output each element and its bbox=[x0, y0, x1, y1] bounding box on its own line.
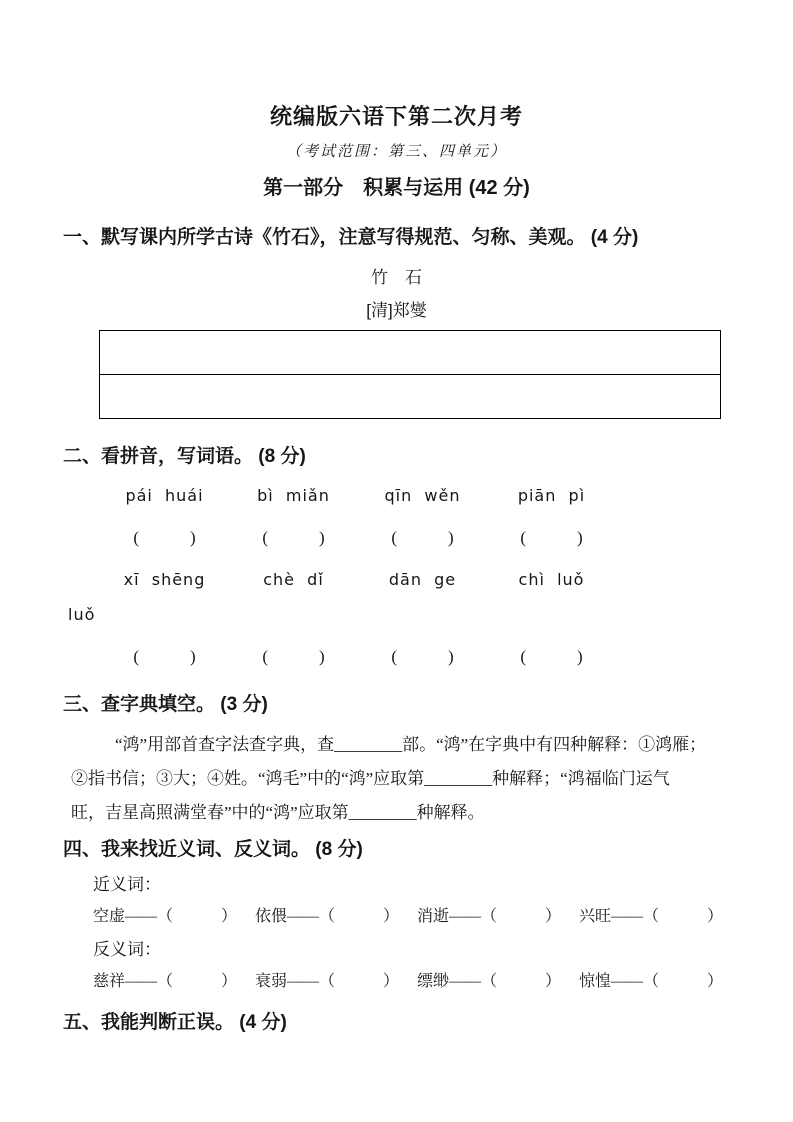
poem-answer-line-1[interactable] bbox=[100, 331, 721, 375]
pinyin-word-bi-mian: bì miǎn bbox=[257, 486, 330, 505]
synonym-item-yiwei[interactable]: 依偎——（ ） bbox=[255, 908, 400, 925]
poem-answer-line-2[interactable] bbox=[100, 375, 721, 419]
pinyin-word-che-di: chè dǐ bbox=[263, 570, 324, 589]
pinyin-word-pian-pi: piān pì bbox=[517, 486, 586, 505]
pinyin-row-1 bbox=[100, 486, 616, 505]
synonym-item-kongxu[interactable]: 空虚——（ ） bbox=[93, 908, 238, 925]
antonym-item-piaomiao[interactable]: 缥缈——（ ） bbox=[417, 973, 562, 990]
word-answer-blank-8[interactable]: ( ) bbox=[520, 647, 583, 666]
paragraph-line-1: “鸿”用部首查字法查字典，查________部。“鸿”在字典中有四种解释：①鸿雁； bbox=[115, 735, 707, 754]
antonyms-row bbox=[93, 968, 730, 991]
question-1-heading: 一、默写课内所学古诗《竹石》，注意写得规范、匀称、美观。 (4 分) bbox=[63, 227, 639, 248]
page-title: 统编版六语下第二次月考 bbox=[269, 104, 523, 129]
word-answer-blank-4[interactable]: ( ) bbox=[520, 528, 583, 547]
word-answer-blank-3[interactable]: ( ) bbox=[391, 528, 454, 547]
poem-title: 竹 石 bbox=[371, 268, 422, 287]
pinyin-wrapped-syllable-luo: luǒ bbox=[68, 605, 96, 624]
pinyin-word-pai-huai: pái huái bbox=[125, 486, 204, 505]
pinyin-word-xi-sheng: xī shēng bbox=[123, 570, 206, 589]
word-answer-blank-7[interactable]: ( ) bbox=[391, 647, 454, 666]
pinyin-word-dan-ge: dān ge bbox=[388, 570, 457, 589]
pinyin-word-chi-luo: chì luǒ bbox=[518, 570, 585, 589]
part-one-header: 第一部分 积累与运用 (42 分) bbox=[263, 177, 530, 199]
poem-author: [清]郑燮 bbox=[366, 301, 427, 320]
question-2-heading: 二、看拼音，写词语。 (8 分) bbox=[63, 446, 306, 467]
word-answer-blank-1[interactable]: ( ) bbox=[133, 528, 196, 547]
word-answer-blank-2[interactable]: ( ) bbox=[262, 528, 325, 547]
exam-scope-subtitle: （考试范围：第三、四单元） bbox=[285, 144, 507, 160]
word-answer-blank-5[interactable]: ( ) bbox=[133, 647, 196, 666]
antonym-item-jinghuang[interactable]: 惊惶——（ ） bbox=[579, 973, 724, 990]
synonyms-row bbox=[93, 903, 730, 926]
pinyin-row-2 bbox=[100, 570, 616, 589]
poem-answer-box bbox=[99, 330, 721, 419]
word-blanks-row-1 bbox=[100, 523, 616, 548]
pinyin-word-qin-wen: qīn wěn bbox=[384, 486, 461, 505]
question-3-heading: 三、查字典填空。 (3 分) bbox=[63, 694, 268, 715]
dictionary-exercise-paragraph bbox=[71, 728, 730, 830]
antonym-item-cixiang[interactable]: 慈祥——（ ） bbox=[93, 973, 238, 990]
synonym-item-xiaoshi[interactable]: 消逝——（ ） bbox=[417, 908, 562, 925]
paragraph-line-2: ②指书信；③大；④姓。“鸿毛”中的“鸿”应取第________种解释；“鸿福临门运气 bbox=[71, 769, 670, 788]
paragraph-line-3: 旺，吉星高照满堂春”中的“鸿”应取第________种解释。 bbox=[71, 803, 485, 822]
synonym-item-xingwang[interactable]: 兴旺——（ ） bbox=[579, 908, 724, 925]
antonyms-label: 反义词： bbox=[93, 940, 161, 959]
question-5-heading: 五、我能判断正误。 (4 分) bbox=[63, 1012, 287, 1033]
word-answer-blank-6[interactable]: ( ) bbox=[262, 647, 325, 666]
antonym-item-shuairuo[interactable]: 衰弱——（ ） bbox=[255, 973, 400, 990]
word-blanks-row-2 bbox=[100, 642, 616, 667]
synonyms-label: 近义词： bbox=[93, 875, 161, 894]
question-4-heading: 四、我来找近义词、反义词。 (8 分) bbox=[63, 839, 363, 860]
